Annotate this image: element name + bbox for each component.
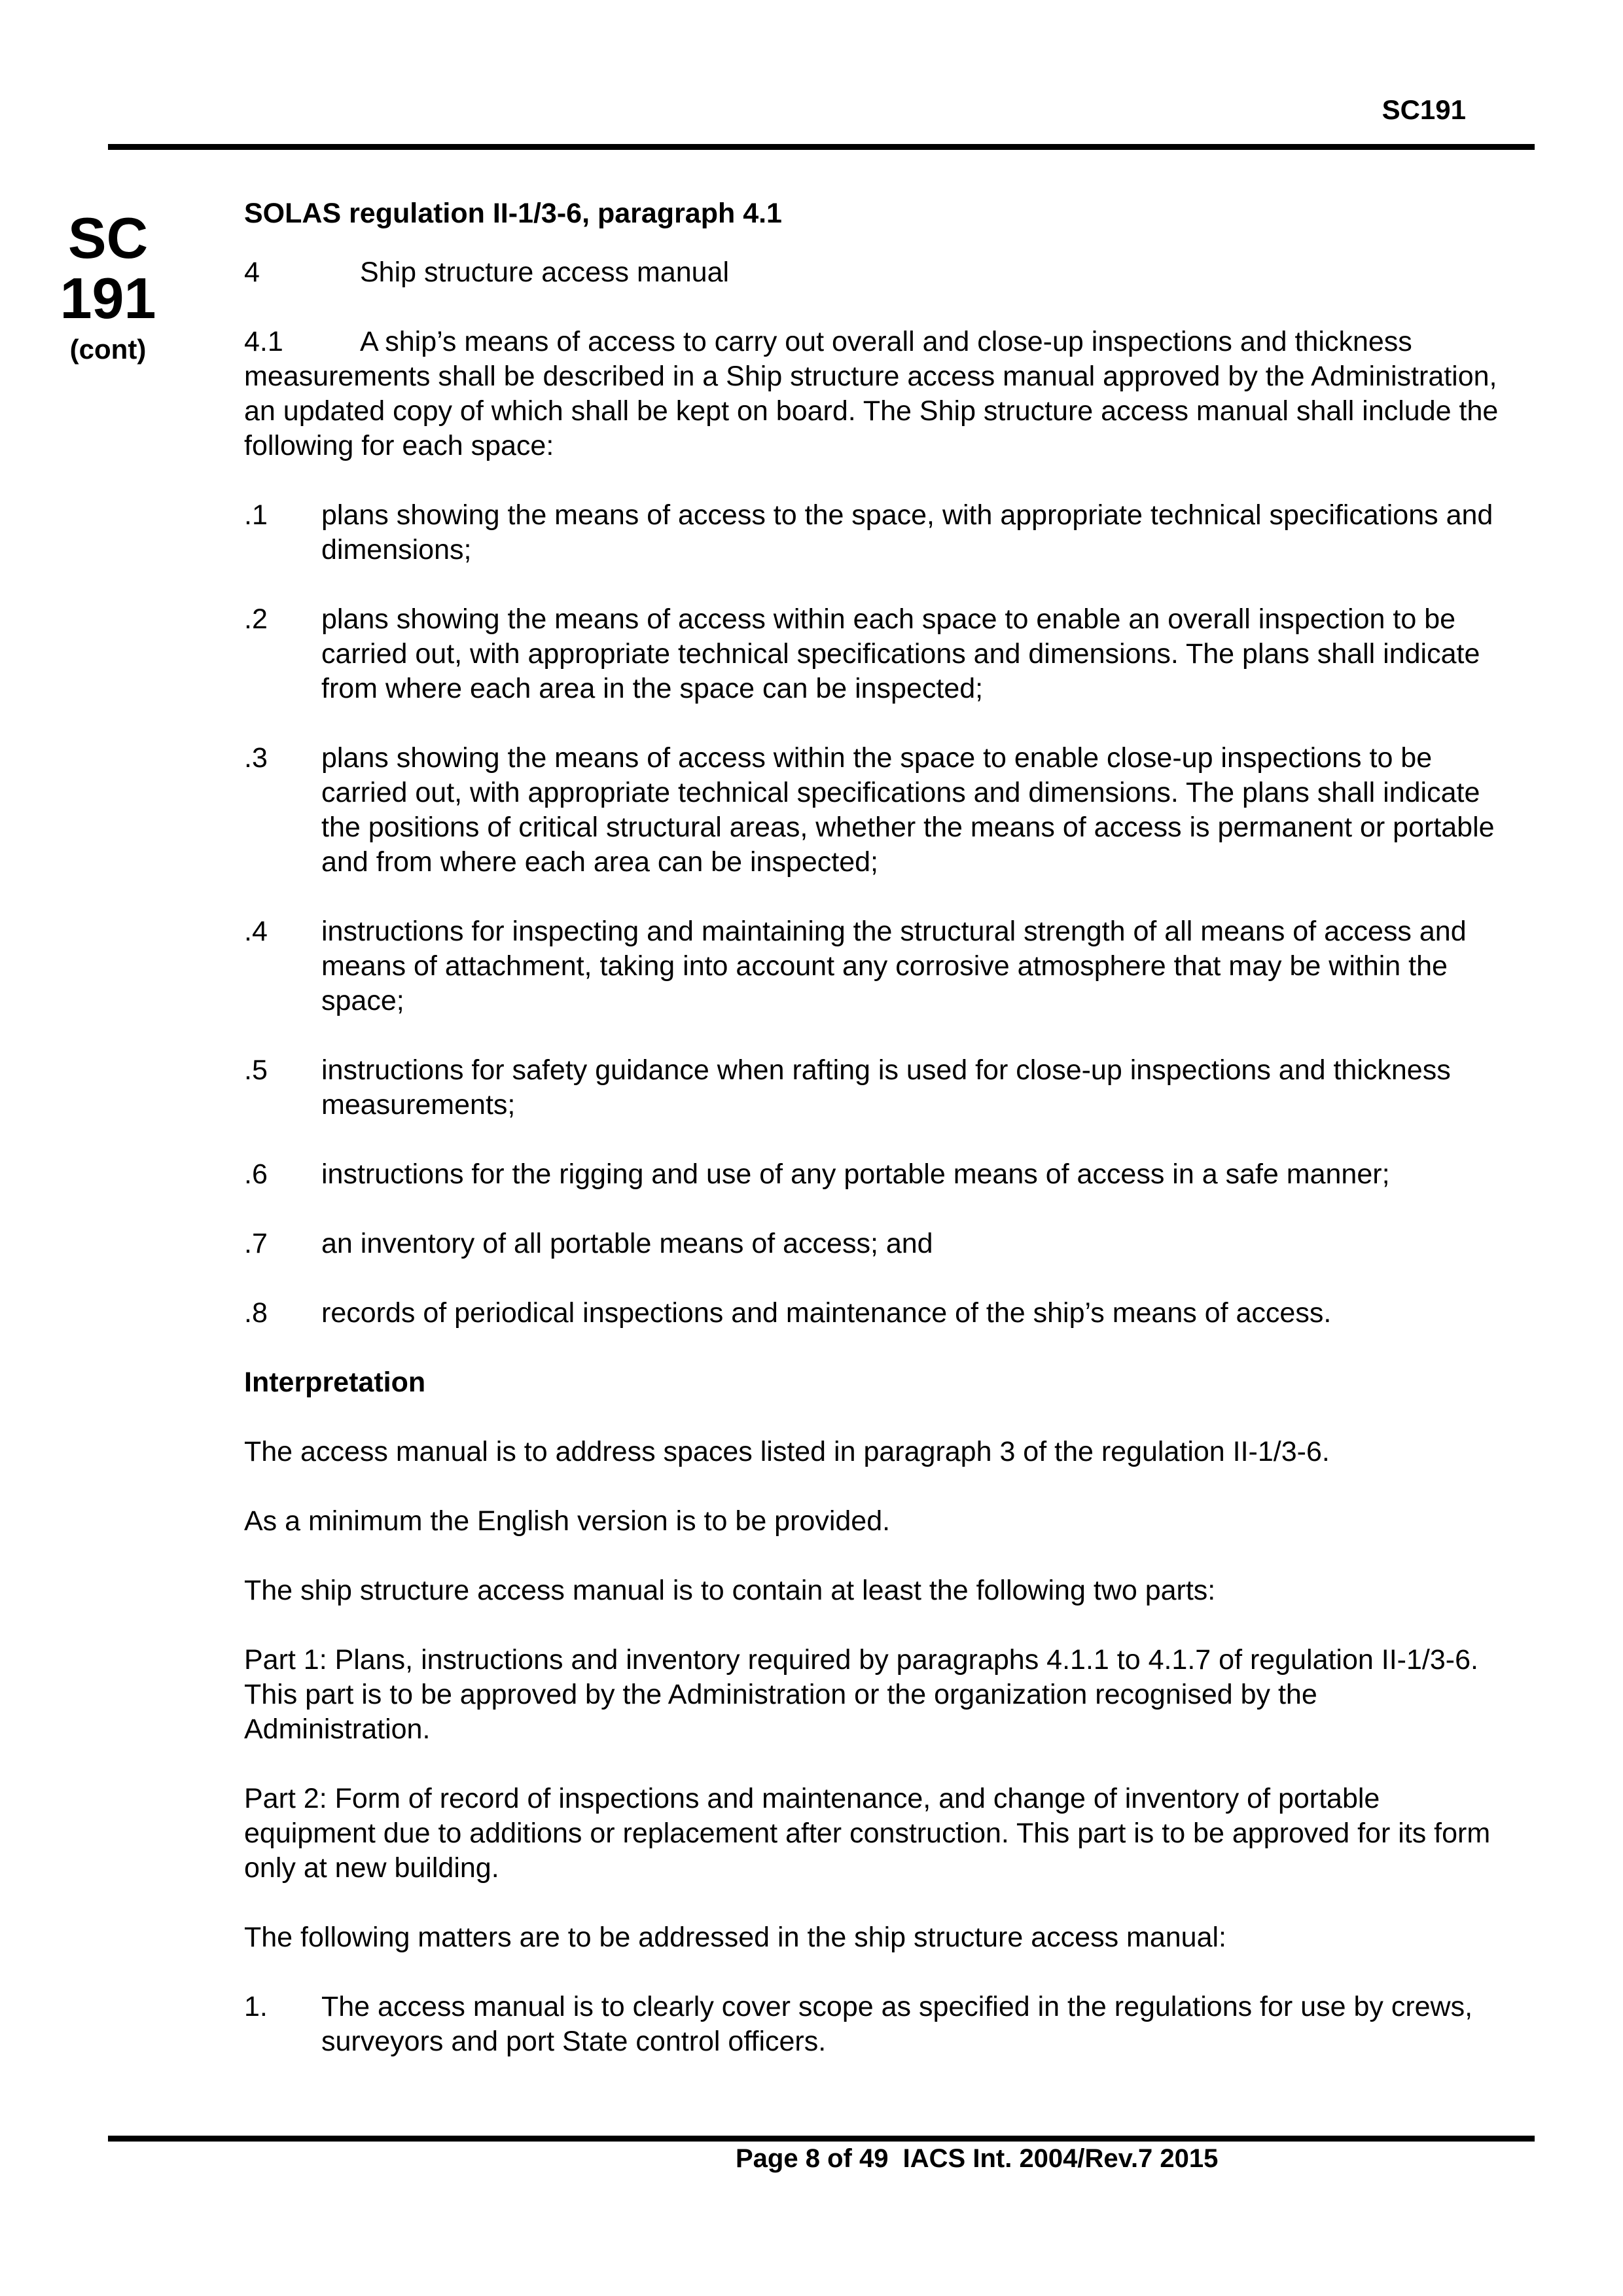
- section-heading: SOLAS regulation II-1/3-6, paragraph 4.1: [244, 198, 782, 229]
- list-item: [244, 741, 1501, 880]
- list-item: [244, 602, 1501, 706]
- interpretation-paragraph: Part 2: Form of record of inspections and maintenance, and change of inventory of portable equipment due to additions or replacement after construction. This part is to be approved for its form only at new building.: [244, 1783, 1491, 1884]
- side-label-number: 191: [60, 266, 156, 331]
- footer-rule: [108, 2136, 1535, 2142]
- paragraph-text: A ship’s means of access to carry out overall and close-up inspections and thickness measurements shall be described in a Ship structure access manual approved by the Administration, an updated copy of which shall be kept on board. The Ship structure access manual shall include the following for each space:: [244, 326, 1499, 461]
- list-item-number: .1: [244, 499, 268, 531]
- clause-4: [244, 255, 1501, 290]
- interpretation-paragraph: The following matters are to be addressed in the ship structure access manual:: [244, 1922, 1226, 1953]
- list-item-text: records of periodical inspections and maintenance of the ship’s means of access.: [321, 1297, 1332, 1329]
- clause-number: 4: [244, 257, 260, 288]
- footer-page-info: Page 8 of 49 IACS Int. 2004/Rev.7 2015: [736, 2144, 1219, 2173]
- numbered-item-text: The access manual is to clearly cover scope as specified in the regulations for use by crews, surveyors and port State control officers.: [321, 1991, 1473, 2057]
- list-item: [244, 1157, 1501, 1192]
- interpretation-paragraph: The access manual is to address spaces listed in paragraph 3 of the regulation II-1/3-6.: [244, 1436, 1330, 1467]
- side-label-sc: SC: [67, 206, 149, 270]
- list-item-text: instructions for inspecting and maintaining the structural strength of all means of access and means of attachment, taking into account any corrosive atmosphere that may be within the space;: [321, 916, 1467, 1016]
- list-item-number: .7: [244, 1228, 268, 1259]
- list-item: [244, 498, 1501, 567]
- interpretation-paragraph: The ship structure access manual is to contain at least the following two parts:: [244, 1575, 1216, 1606]
- list-item-text: plans showing the means of access to the space, with appropriate technical specifications and dimensions;: [321, 499, 1493, 565]
- side-label: [46, 208, 170, 367]
- header-code: SC191: [1382, 94, 1466, 125]
- list-item-number: .5: [244, 1054, 268, 1086]
- main-content: [244, 196, 1501, 2094]
- interpretation-paragraph: As a minimum the English version is to be provided.: [244, 1505, 891, 1537]
- interpretation-heading: Interpretation: [244, 1367, 426, 1398]
- list-item: [244, 1227, 1501, 1261]
- interpretation-paragraph: Part 1: Plans, instructions and inventory required by paragraphs 4.1.1 to 4.1.7 of regulation II-1/3-6. This part is to be approved by the Administration or the organization recognised by the Administration.: [244, 1644, 1478, 1745]
- requirement-list: [244, 498, 1501, 1331]
- list-item-number: .6: [244, 1158, 268, 1190]
- side-label-cont: (cont): [69, 334, 147, 365]
- list-item-text: instructions for safety guidance when rafting is used for close-up inspections and thickness measurements;: [321, 1054, 1451, 1121]
- numbered-item: [244, 1990, 1501, 2059]
- list-item-text: instructions for the rigging and use of any portable means of access in a safe manner;: [321, 1158, 1390, 1190]
- list-item: [244, 914, 1501, 1018]
- clause-title: Ship structure access manual: [360, 257, 730, 288]
- list-item-text: plans showing the means of access within the space to enable close-up inspections to be carried out, with appropriate technical specifications and dimensions. The plans shall indicate the positions of critical structural areas, whether the means of access is permanent or portable and from where each area can be inspected;: [321, 742, 1495, 878]
- paragraph-4-1: [244, 325, 1501, 463]
- paragraph-number: 4.1: [244, 326, 283, 357]
- list-item-text: an inventory of all portable means of access; and: [321, 1228, 933, 1259]
- list-item-text: plans showing the means of access within each space to enable an overall inspection to be carried out, with appropriate technical specifications and dimensions. The plans shall indicate from where each area in the space can be inspected;: [321, 603, 1480, 704]
- numbered-item-number: 1.: [244, 1991, 268, 2022]
- list-item-number: .8: [244, 1297, 268, 1329]
- list-item: [244, 1296, 1501, 1331]
- list-item: [244, 1053, 1501, 1122]
- list-item-number: .3: [244, 742, 268, 774]
- list-item-number: .2: [244, 603, 268, 635]
- header-rule: [108, 144, 1535, 150]
- list-item-number: .4: [244, 916, 268, 947]
